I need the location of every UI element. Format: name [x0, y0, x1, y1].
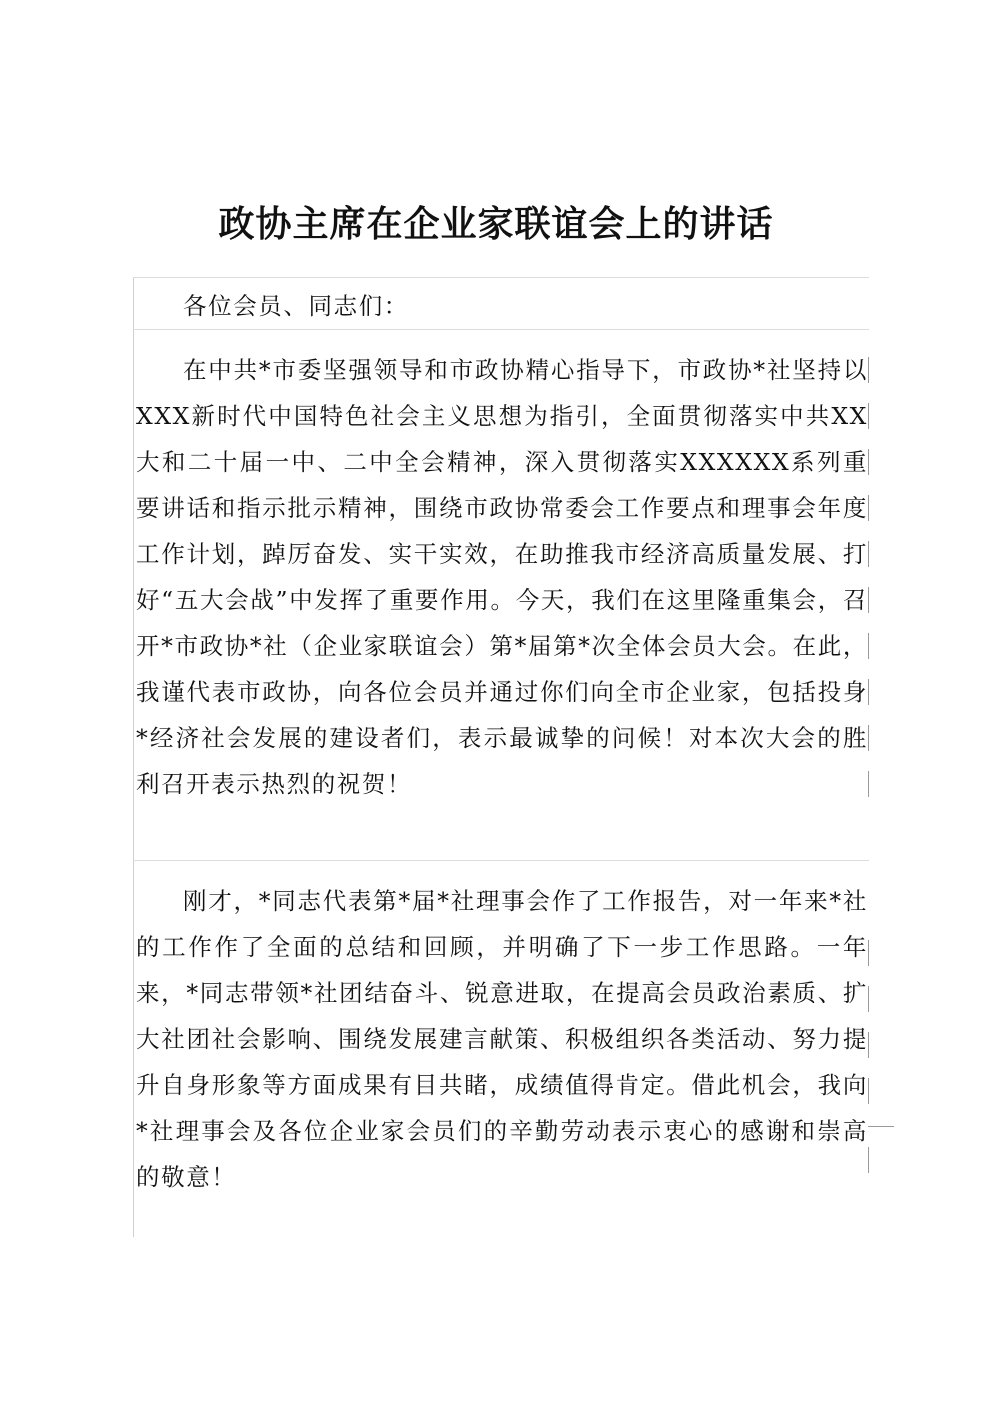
paragraph-1: 在中共*市委坚强领导和市政协精心指导下，市政协*社坚持以XXX新时代中国特色社会主义思想为指引，全面贯彻落实中共XX大和二十届一中、二中全会精神，深入贯彻落实XXXXXX系列重要讲话和指示批示精神，围绕市政协常委会工作要点和理事会年度工作计划，踔厉奋发、实干实效，在助推我市经济高质量发展、打好“五大会战”中发挥了重要作用。今天，我们在这里隆重集会，召开*市政协*社（企业家联谊会）第*届第*次全体会员大会。在此，我谨代表市政协，向各位会员并通过你们向全市企业家，包括投身*经济社会发展的建设者们，表示最诚挚的问候！对本次大会的胜利召开表示热烈的祝贺！	[136, 356, 868, 798]
line-end-marker	[868, 771, 869, 797]
document-title: 政协主席在企业家联谊会上的讲话	[218, 203, 774, 245]
line-end-marker	[868, 1078, 869, 1104]
line-end-marker	[868, 986, 869, 1012]
line-end-marker	[868, 679, 869, 705]
line-end-marker	[868, 633, 869, 659]
divider-top	[133, 277, 869, 278]
line-end-marker	[868, 495, 869, 521]
line-end-marker	[868, 541, 869, 567]
line-end-marker	[868, 940, 869, 966]
divider-after-paragraph-1	[133, 860, 869, 861]
paragraph-2: 刚才，*同志代表第*届*社理事会作了工作报告，对一年来*社的工作作了全面的总结和回顾，并明确了下一步工作思路。一年来，*同志带领*社团结奋斗、锐意进取，在提高会员政治素质、扩大社团社会影响、围绕发展建言献策、积极组织各类活动、努力提升自身形象等方面成果有目共睹，成绩值得肯定。借此机会，我向*社理事会及各位企业家会员们的辛勤劳动表示衷心的感谢和崇高的敬意！	[136, 887, 868, 1191]
paragraph-mark-line	[868, 1126, 894, 1127]
line-end-marker	[868, 1032, 869, 1058]
line-end-marker	[868, 1147, 869, 1173]
greeting-line: 各位会员、同志们：	[183, 292, 409, 320]
line-end-marker	[868, 449, 869, 475]
line-end-marker	[868, 403, 869, 429]
line-end-marker	[868, 357, 869, 383]
line-end-marker	[868, 587, 869, 613]
line-end-marker	[868, 725, 869, 751]
divider-after-greeting	[133, 329, 869, 330]
